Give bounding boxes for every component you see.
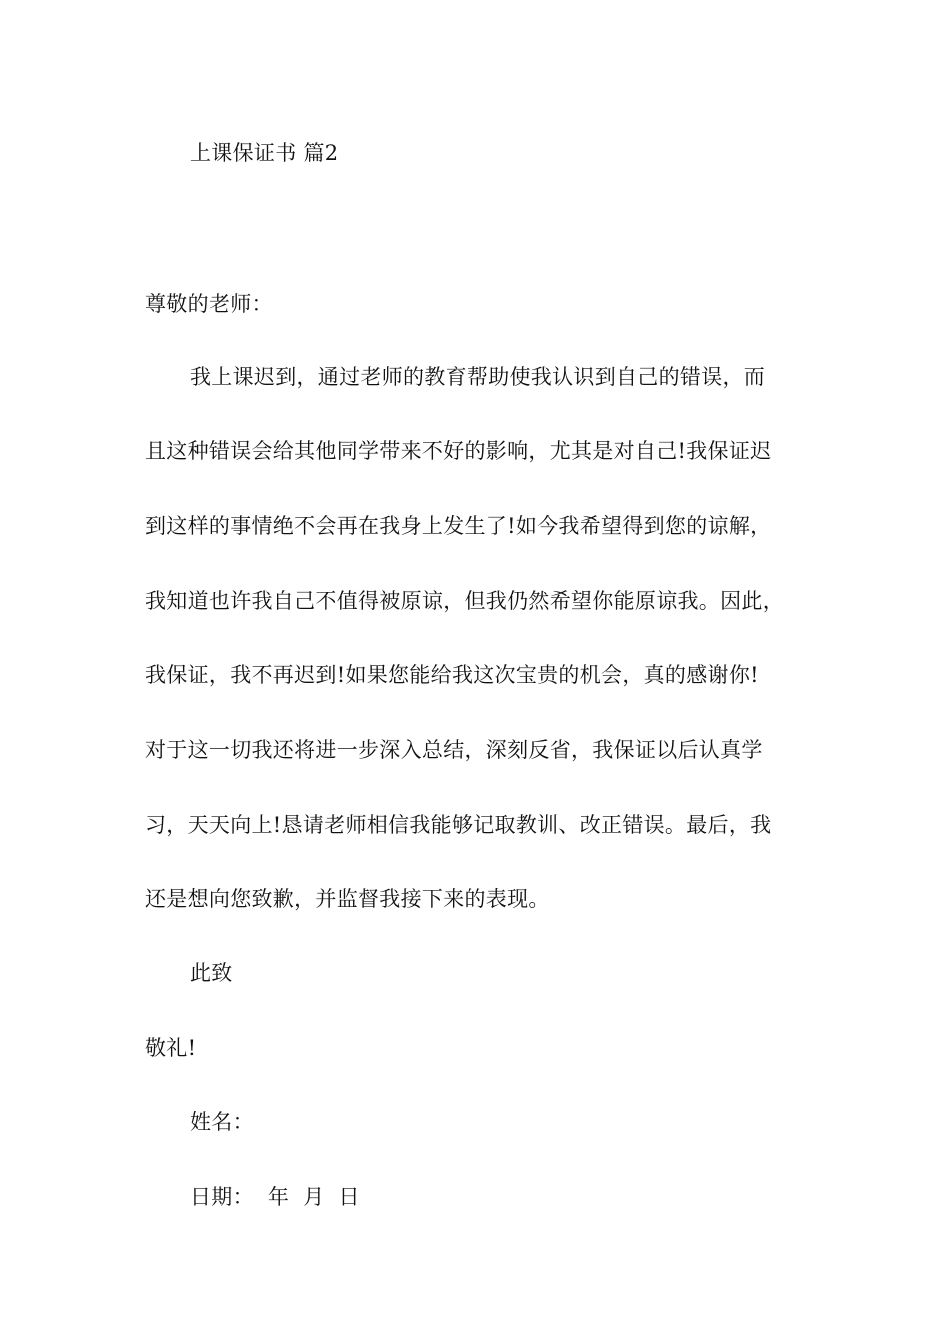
body-line-2: 且这种错误会给其他同学带来不好的影响，尤其是对自己!我保证迟 xyxy=(145,439,772,463)
closing-line-2: 敬礼! xyxy=(145,1036,197,1060)
date-day: 日 xyxy=(338,1185,360,1209)
date-month: 月 xyxy=(303,1185,325,1209)
date-year: 年 xyxy=(267,1185,290,1209)
closing-line-1: 此致 xyxy=(190,961,233,985)
date-line xyxy=(190,1183,360,1211)
body-line-8: 还是想向您致歉，并监督我接下来的表现。 xyxy=(145,887,550,911)
body-line-1: 我上课迟到，通过老师的教育帮助使我认识到自己的错误，而 xyxy=(190,365,766,389)
body-line-5: 我保证，我不再迟到!如果您能给我这次宝贵的机会，真的感谢你! xyxy=(145,663,759,687)
body-line-7: 习，天天向上!恳请老师相信我能够记取教训、改正错误。最后，我 xyxy=(145,813,772,837)
salutation: 尊敬的老师： xyxy=(145,292,273,316)
date-label: 日期： xyxy=(190,1185,254,1209)
document-title: 上课保证书 篇2 xyxy=(190,141,339,165)
name-label: 姓名： xyxy=(190,1110,254,1134)
body-line-4: 我知道也许我自己不值得被原谅，但我仍然希望你能原谅我。因此， xyxy=(145,589,784,613)
body-line-6: 对于这一切我还将进一步深入总结，深刻反省，我保证以后认真学 xyxy=(145,738,763,762)
body-line-3: 到这样的事情绝不会再在我身上发生了!如今我希望得到您的谅解， xyxy=(145,514,772,538)
